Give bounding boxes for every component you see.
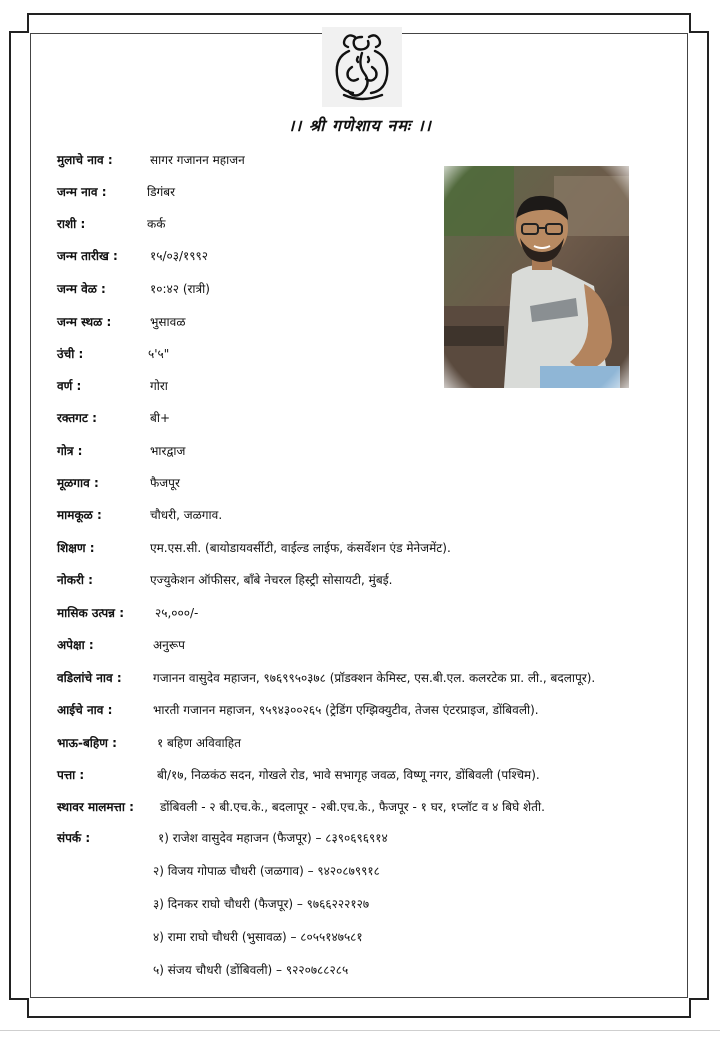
- field-value: गजानन वासुदेव महाजन, ९७६९९५०३७८ (प्रॉडक्शन केमिस्ट, एस.बी.एल. कलरटेक प्रा. ली., बदलापूर).: [153, 671, 596, 685]
- field-value: डोंबिवली - २ बी.एच.के., बदलापूर - २बी.एच.के., फैजपूर - १ घर, १प्लॉट व ४ बिघे शेती.: [160, 800, 545, 814]
- field-label: मूळगाव :: [57, 476, 99, 490]
- field-value: गोरा: [150, 379, 168, 393]
- field-value: एम.एस.सी. (बायोडायवर्सीटी, वाईल्ड लाईफ, कंसर्वेशन एंड मेनेजमेंट).: [150, 541, 451, 555]
- field-label: अपेक्षा :: [57, 638, 94, 652]
- field-label: जन्म स्थळ :: [57, 315, 112, 329]
- contact-item: ४) रामा राघो चौधरी (भुसावळ) – ८०५५१४७५८१: [153, 930, 363, 944]
- border-corner-bottom-right: [689, 998, 709, 1018]
- field-value: १) राजेश वासुदेव महाजन (फैजपूर) – ८३९०६९६९१४: [158, 831, 388, 845]
- ganesha-line-art-icon: [322, 27, 402, 107]
- field-label: आईचे नाव :: [57, 703, 113, 717]
- field-label: जन्म तारीख :: [57, 249, 118, 263]
- field-label: मामकूळ :: [57, 508, 102, 522]
- border-corner-top-right: [689, 13, 709, 33]
- field-value: चौधरी, जळगाव.: [150, 508, 223, 522]
- field-label: स्थावर मालमत्ता :: [57, 800, 134, 814]
- field-label: रक्तगट :: [57, 411, 97, 425]
- ganesha-logo: [322, 27, 402, 107]
- field-label: वर्ण :: [57, 379, 82, 393]
- field-value: फैजपूर: [150, 476, 180, 490]
- contact-item: ३) दिनकर राघो चौधरी (फैजपूर) – ९७६६२२२१२७: [153, 897, 370, 911]
- profile-photo: [444, 166, 629, 388]
- field-label: मासिक उत्पन्न :: [57, 606, 124, 620]
- field-label: पत्ता :: [57, 768, 85, 782]
- field-value: १ बहिण अविवाहित: [157, 736, 241, 750]
- field-label: जन्म वेळ :: [57, 282, 106, 296]
- page-divider: [0, 1030, 720, 1031]
- field-label: संपर्क :: [57, 831, 91, 845]
- field-label: भाऊ-बहिण :: [57, 736, 117, 750]
- field-value: अनुरूप: [153, 638, 185, 652]
- field-label: मुलाचे नाव :: [57, 153, 113, 167]
- field-value: ५'५": [148, 347, 170, 361]
- field-value: १५/०३/१९९२: [150, 249, 209, 263]
- field-value: २५,०००/-: [155, 606, 199, 620]
- contact-item: २) विजय गोपाळ चौधरी (जळगाव) – ९४२०८७९९१८: [153, 864, 380, 878]
- field-value: भारद्वाज: [150, 444, 186, 458]
- field-value: कर्क: [147, 217, 166, 231]
- field-value: १०:४२ (रात्री): [150, 282, 210, 296]
- field-label: जन्म नाव :: [57, 185, 107, 199]
- field-value: बी/१७, निळकंठ सदन, गोखले रोड, भावे सभागृह जवळ, विष्णू नगर, डोंबिवली (पश्चिम).: [157, 768, 540, 782]
- page-title: ।। श्री गणेशाय नमः ।।: [288, 116, 432, 135]
- border-corner-bottom-left: [9, 998, 29, 1018]
- field-value: भुसावळ: [150, 315, 186, 329]
- field-label: वडिलांचे नाव :: [57, 671, 122, 685]
- field-label: राशी :: [57, 217, 86, 231]
- field-value: सागर गजानन महाजन: [150, 153, 245, 167]
- field-label: उंची :: [57, 347, 84, 361]
- field-value: डिगंबर: [147, 185, 176, 199]
- field-label: नोकरी :: [57, 573, 93, 587]
- field-label: गोत्र :: [57, 444, 83, 458]
- field-value: एज्युकेशन ऑफीसर, बाँबे नेचरल हिस्ट्री सोसायटी, मुंबई.: [150, 573, 393, 587]
- field-value: भारती गजानन महाजन, ९५९४३००२६५ (ट्रेडिंग एग्झिक्युटीव, तेजस एंटरप्राइज, डोंबिवली).: [153, 703, 539, 717]
- field-value: बी+: [150, 411, 171, 425]
- contact-item: ५) संजय चौधरी (डोंबिवली) – ९२२०७८८२८५: [153, 963, 349, 977]
- border-corner-top-left: [9, 13, 29, 33]
- field-label: शिक्षण :: [57, 541, 95, 555]
